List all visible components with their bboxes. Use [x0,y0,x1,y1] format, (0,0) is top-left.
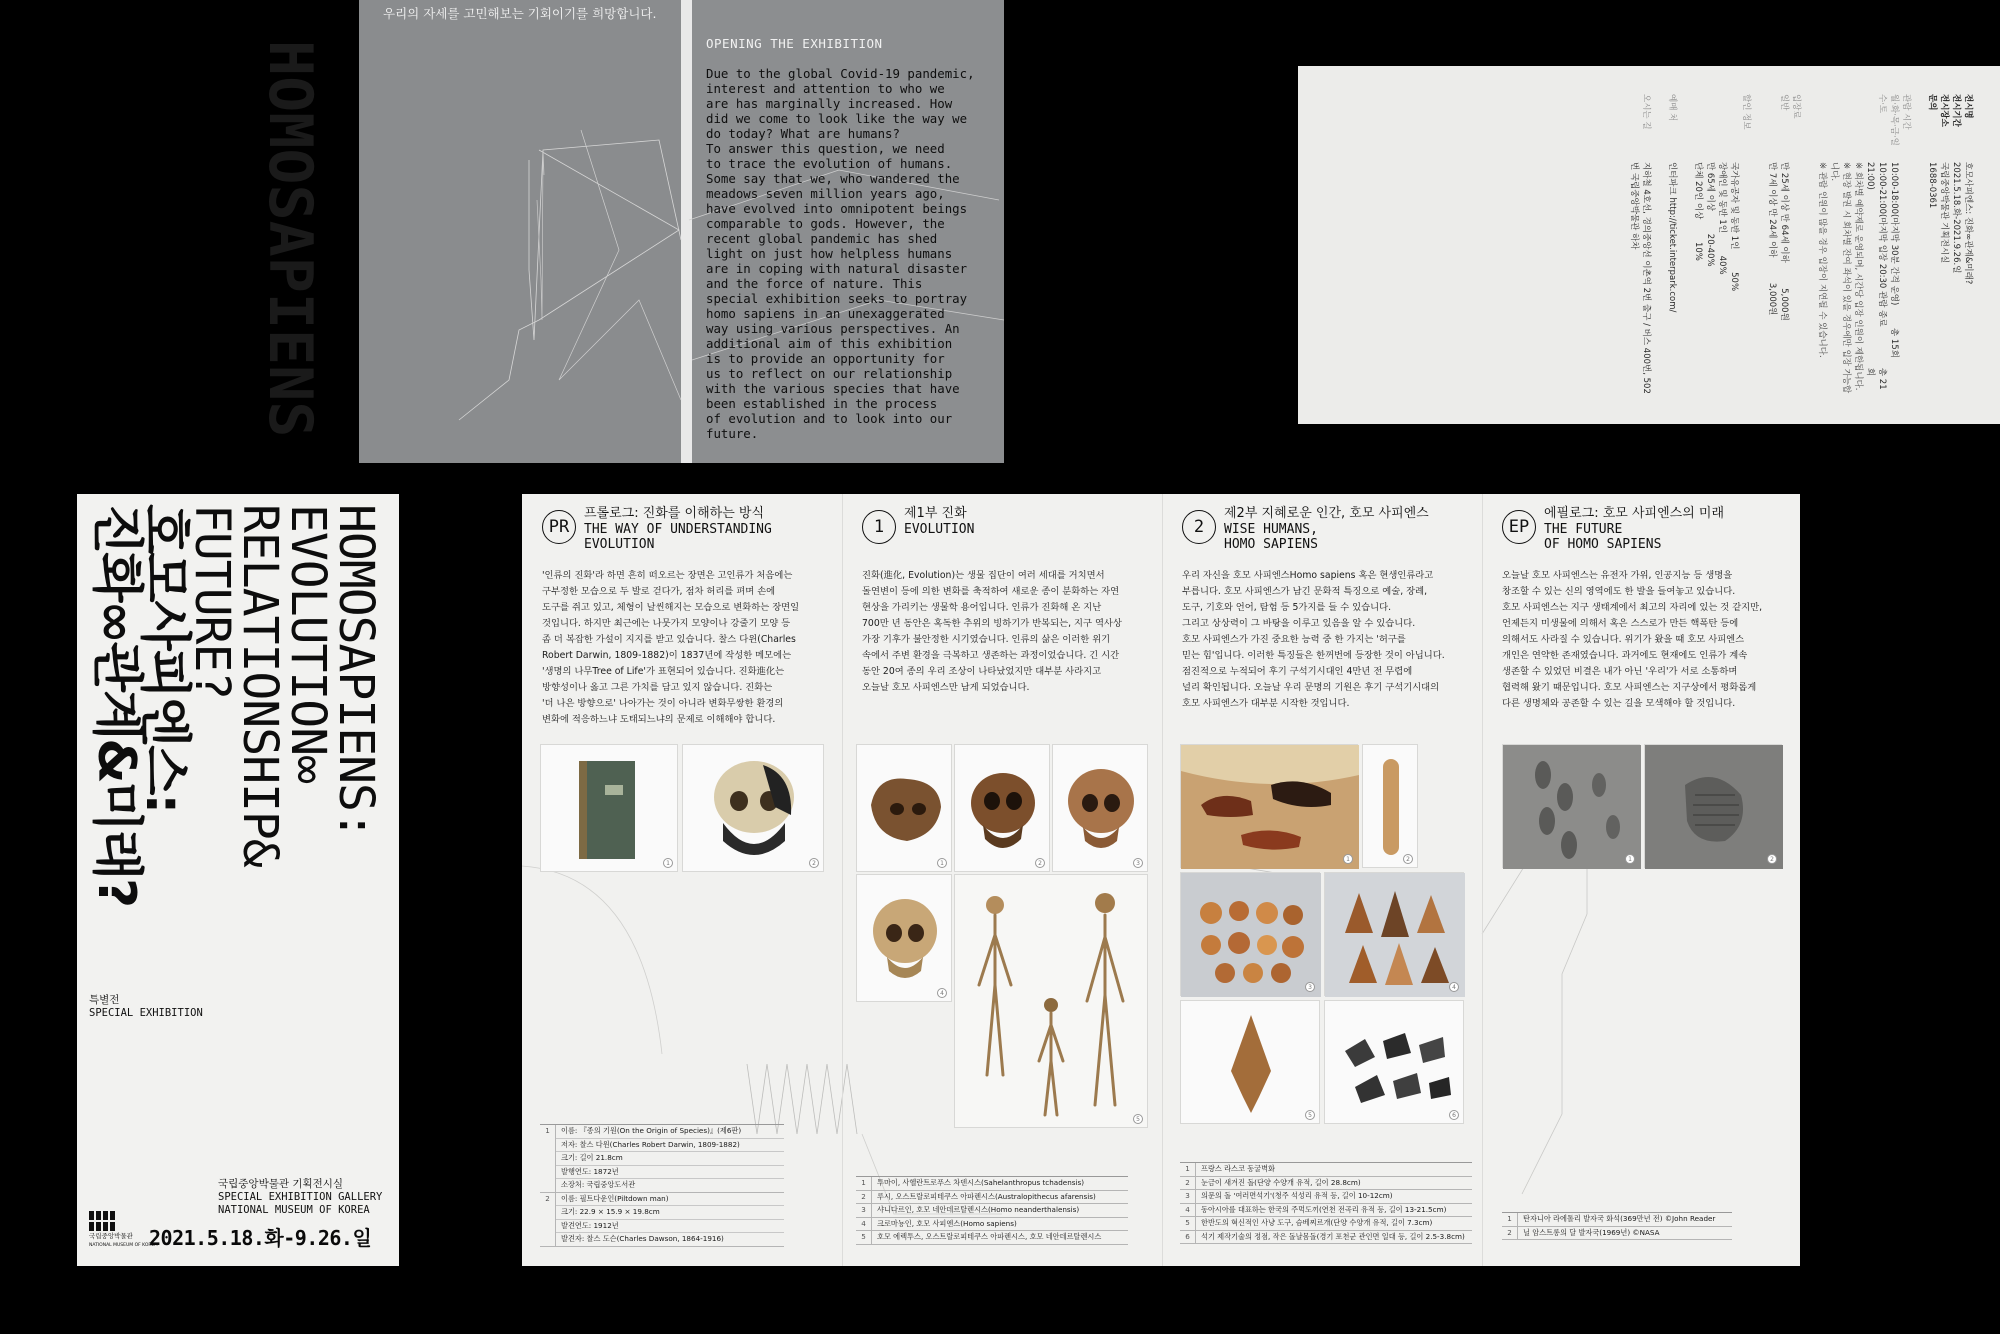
location-text: 지하철 4호선, 경의중앙선 이촌역 2번 출구 / 버스 400번, 502번 국립중앙박물관 하차 [1629,162,1651,394]
section-title-kr: 제1부 진화 [904,506,967,521]
section-header [1502,506,1724,553]
leaflet-spread [522,494,1800,1266]
venue-en: SPECIAL EXHIBITION GALLERY [218,1191,383,1203]
caption-text: 닐 암스트롱의 달 발자국(1969년) ©NASA [1523,1227,1660,1237]
caption-table [1502,1212,1732,1240]
hours-day: 월·화·목·금·일 [1889,94,1899,146]
section-title-en: HOMO SAPIENS [1224,537,1318,552]
caption-num: 5 [1180,1217,1196,1230]
poster-venue [218,1178,382,1217]
section-evolution [842,494,1162,1266]
photo-lucy-skull: 2 [954,744,1050,872]
section-prologue [522,494,842,1266]
admission-price: 3,000원 [1767,282,1777,316]
section-badge: 2 [1182,510,1216,544]
location-label: 오시는 길 [1641,94,1651,130]
opening-heading: OPENING THE EXHIBITION [706,36,883,51]
section-badge: PR [542,510,576,544]
opening-panel [255,0,1004,463]
caption-text: 동아시아를 대표하는 한국의 주먹도끼(연천 전곡리 유적 등, 길이 13-21.5cm) [1201,1204,1447,1214]
info-label: 전시장소 [1939,94,1949,127]
caption-text: 크로마뇽인, 호모 사피엔스(Homo sapiens) [877,1218,1017,1228]
section-badge: 1 [862,510,896,544]
section-title-en: THE WAY OF UNDERSTANDING [584,521,772,537]
poster-title-line-kr: 호모사피엔스: [134,504,194,813]
section-title-kr: 에필로그: 호모 사피엔스의 미래 [1544,506,1725,521]
hours-day: 수·토 [1877,94,1887,114]
caption-num: 3 [856,1204,872,1217]
photo-shanidar-skull: 3 [1052,744,1148,872]
hours-note-text: ※ 현장 발권 시 회차별 잔여 좌석이 있을 경우에만 입장 가능합니다. [1829,162,1851,394]
caption-text: 발견자: 찰스 도슨(Charles Dawson, 1864-1916) [561,1234,724,1243]
admission-type: 일반 [1779,94,1789,111]
special-kr: 특별전 [89,994,120,1006]
caption-text: 호모 에렉투스, 오스트랄로피테쿠스 아파렌시스, 호모 네안데르탈렌시스 [877,1232,1102,1241]
discount-rate: 20-40% [1705,233,1715,267]
info-location [1628,94,1652,396]
caption-text: 이름: 필트다운인(Piltdown man) [561,1193,669,1203]
hours-time: 10:00-18:00(마지막 30분 간격 운영) [1889,162,1899,306]
caption-num: 1 [856,1177,872,1190]
admission-detail: 만 7세 이상 만 24세 이하 [1767,162,1777,258]
caption-num: 2 [856,1191,872,1204]
section-header [862,506,974,544]
photo-laetoli-footprints: 1 [1502,744,1640,868]
section-title-en: WISE HUMANS, [1224,521,1318,537]
section-title-en: EVOLUTION [584,537,655,552]
section-body: 오늘날 호모 사피엔스는 유전자 가위, 인공지능 등 생명을 창조할 수 있는 신의 영역에도 한 발을 들여놓고 있습니다. 호모 사피엔스는 지구 생태계에서 최고의 자리에 있는 것 같지만, 언제든지 미생물에 의해서 혹은 스스로가 만든 핵폭탄 등에 의해서도 사라질 수 있습니다. 위기가 왔을 때 호모 사피엔스 개인은 연약한 존재였습니다. 과거에도 현재에도 인류가 계속 생존할 수 있었던 비결은 내가 아닌 '우리'가 서로 소통하며 협력해 왔기 때문입니다. 호모 사피엔스는 지구상에서 평화롭게 다른 생명체와 공존할 수 있는 길을 모색해야 할 것입니다. [1502,570,1763,709]
poster-title-line: FUTURE? [184,504,240,700]
caption-text: 크기: 22.9 × 15.9 × 19.8cm [561,1207,660,1216]
booking-link[interactable]: 인터파크 http://ticket.interpark.com/ [1667,162,1677,313]
poster-title-line-kr: 진화∞관계&미래? [86,504,146,907]
admission-label: 입장료 [1791,94,1801,119]
admission-type [1766,94,1778,152]
caption-num: 1 [540,1125,556,1192]
section-body: 진화(進化, Evolution)는 생물 집단이 여러 세대를 거치면서 돌연변이 등에 의한 변화를 축적하여 새로운 종이 분화하는 자연 현상을 가리키는 생물학 용어입니다. 인류가 진화해 온 지난 700만 년 동안은 혹독한 추위의 빙하기가 반복되는, 지구 역사상 가장 기후가 불안정한 시기였습니다. 인류의 삶은 이러한 위기 속에서 주변 환경을 극복하고 생존하는 과정이었습니다. 긴 시간 동안 20여 종의 우리 조상이 나타났었지만 대부분 사라지고 오늘날 호모 사피엔스만 남게 되었습니다. [862,570,1122,693]
caption-text: 저자: 찰스 다윈(Charles Robert Darwin, 1809-1882) [561,1139,740,1149]
photo-origin-of-species-book: 1 [540,744,678,872]
caption-text: 크기: 길이 21.8cm [561,1153,623,1162]
hours-time: 10:00-21:00(마지막 입장 20:30 관람 종료 21:00) [1865,162,1887,327]
admission-price: 5,000원 [1779,288,1789,321]
photo-polyhedral-stones: 3 [1180,872,1320,996]
discount-item: 장애인 및 동반 1인 [1717,162,1727,233]
info-admission [1766,94,1802,396]
hours-note-text: ※ 관람 인원이 많을 경우 입장이 지연될 수 있습니다. [1817,162,1827,358]
photo-tanged-point: 5 [1180,1000,1320,1124]
caption-text: 눈금이 새겨진 돌(단양 수양개 유적, 길이 28.8cm) [1201,1177,1361,1187]
booking-label: 예매 처 [1667,94,1677,122]
info-label: 전시명 [1963,94,1973,119]
photo-hominin-skeletons: 5 [954,874,1148,1128]
museum-logo-icon [89,1211,115,1231]
caption-text: 의문의 돌 '여러면석기'(청주 석성리 유적 등, 길이 10-12cm) [1201,1191,1393,1200]
section-body: 우리 자신을 호모 사피엔스Homo sapiens 혹은 현생인류라고 부릅니다. 호모 사피엔스가 남긴 문화적 특징으로 예술, 장례, 도구, 기호와 언어, 탐험 등 5가지를 들 수 있습니다. 그리고 상상력이 그 바탕을 이루고 있음을 알 수 있습니다. 호모 사피엔스가 가진 중요한 능력 중 한 가지는 '허구를 믿는 힘'입니다. 이러한 특징들은 한꺼번에 등장한 것이 아닙니다. 점진적으로 누적되어 후기 구석기시대인 4만년 전 무렵에 널리 확인됩니다. 오늘날 우리 문명의 기원은 후기 구석기시대의 호모 사피엔스가 대부분 시작한 것입니다. [1182,570,1445,709]
caption-text: 발행연도: 1872년 [561,1166,619,1176]
info-hours [1816,94,1912,396]
info-value: 호모사피엔스: 진화∞관계&미래? [1963,162,1973,285]
venue-en: NATIONAL MUSEUM OF KOREA [218,1204,370,1216]
section-title-kr: 제2부 지혜로운 인간, 호모 사피엔스 [1224,506,1429,521]
info-label: 문의 [1927,94,1937,111]
discount-rate: 10% [1693,241,1703,261]
caption-text: 프랑스 라스코 동굴벽화 [1201,1164,1276,1173]
caption-text: 발견연도: 1912년 [561,1220,619,1230]
info-basic [1926,94,1974,396]
discount-item: 단체 20인 이상 [1693,162,1703,220]
section-title-en: THE FUTURE [1544,521,1623,537]
section-epilogue [1482,494,1800,1266]
info-value: 국립중앙박물관 기획전시실 [1939,162,1949,264]
section-title-en: OF HOMO SAPIENS [1544,537,1662,552]
opening-tagline: 우리의 자세를 고민해보는 기회이기를 희망합니다. [383,6,657,21]
caption-num: 4 [856,1218,872,1231]
caption-text: 샤니다르인, 호모 네안데르탈렌시스(Homo neanderthalensis) [877,1205,1080,1214]
caption-text: 루시, 오스트랄로피테쿠스 아파렌시스(Australopithecus afarensis) [877,1191,1096,1201]
hours-note: 총 21회 [1865,367,1887,390]
photo-cromagnon-skull: 4 [856,874,952,1002]
poster-title-line: HOMOSAPIENS: [328,504,384,839]
section-header [1182,506,1429,553]
caption-table [856,1176,1128,1245]
info-booking [1666,94,1678,396]
section-title-kr: 프롤로그: 진화를 이해하는 방식 [584,506,765,521]
section-header [542,506,772,553]
special-exhibition-label [89,994,203,1020]
section-wise-humans [1162,494,1482,1266]
caption-text: 석기 제작기술의 정점, 작은 돌날몸돌(경기 포천군 관인면 일대 등, 길이 2.5-3.8cm) [1201,1231,1465,1241]
opening-body: Due to the global Covid-19 pandemic, interest and attention to who we are has marginally increased. How did we come to look like the way we do today? What are humans? To answer this question, we need to trace the evolution of humans. Some say that we, who wandered the meadows seven million years ago, have evolved into omnipotent beings comparable to gods. However, the recent global pandemic has shed light on just how helpless humans are in coping with natural disaster and the force of nature. This special exhibition seeks to portray homo sapiens in an unexaggerated way using various perspectives. An additional aim of this exhibition is to provide an opportunity for us to reflect on our relationship with the various species that have been established in the process of evolution and to look into our future. [706,66,975,441]
caption-text: 한반도의 혁신적인 사냥 도구, 슴베찌르개(단양 수양개 유적, 길이 7.3cm) [1201,1218,1433,1227]
caption-num: 6 [1180,1231,1196,1244]
logo-en: NATIONAL MUSEUM OF KOREA [89,1243,158,1248]
photo-lascaux-cave-painting: 1 [1180,744,1358,868]
caption-text: 탄자니아 라에톨리 발자국 화석(369만년 전) ©John Reader [1523,1214,1716,1223]
caption-num: 2 [1502,1227,1518,1240]
section-badge: EP [1502,510,1536,544]
exhibition-info-card [1298,66,2000,424]
discount-rate: 50% [1729,272,1739,292]
caption-text: 소장처: 국립중앙도서관 [561,1180,636,1189]
special-en: SPECIAL EXHIBITION [89,1007,203,1019]
caption-num: 5 [856,1231,872,1244]
caption-num: 2 [1180,1177,1196,1190]
info-label: 전시기간 [1951,94,1961,127]
museum-logo [89,1211,158,1249]
photo-toumai-skull: 1 [856,744,952,872]
hours-note-text: ※ 회차별 예약제로 운영되며, 시간당 입장 인원이 제한됩니다. [1853,162,1863,391]
discount-item: 만 65세 이상 [1705,162,1715,212]
poster-dates: 2021.5.18.화-9.26.일 [149,1226,372,1250]
caption-num: 1 [1180,1163,1196,1176]
logo-kr: 국립중앙박물관 [89,1232,133,1240]
hours-note: 총 15회 [1889,328,1899,358]
caption-text: 투마이, 사헬란트로푸스 차덴시스(Sahelanthropus tchadensis) [877,1178,1085,1187]
admission-detail: 만 25세 이상 만 64세 이하 [1779,162,1789,263]
caption-table [540,1124,784,1247]
poster-title-line: RELATIONSHIP& [232,504,288,867]
caption-num: 1 [1502,1213,1518,1226]
discount-label: 할인 정보 [1741,94,1751,130]
exhibition-poster [77,494,399,1266]
photo-microblade-cores: 6 [1324,1000,1464,1124]
caption-num: 2 [540,1193,556,1246]
hours-label: 관람 시간 [1901,94,1911,130]
discount-item: 국가유공자 및 동반 1인 [1729,162,1739,250]
photo-moon-footprint: 2 [1644,744,1782,868]
discount-rate: 40% [1717,255,1727,275]
caption-table [1180,1162,1472,1244]
section-title-en: EVOLUTION [904,521,975,537]
info-discounts [1692,94,1752,396]
info-value: 1688-0361 [1927,162,1937,209]
caption-num: 3 [1180,1190,1196,1203]
poster-title-line: EVOLUTION∞ [280,504,336,783]
caption-text: 이름: 『종의 기원(On the Origin of Species)』(제6판) [561,1126,742,1135]
section-body: '인류의 진화'라 하면 흔히 떠오르는 장면은 고인류가 처음에는 구부정한 모습으로 두 발로 걷다가, 점차 허리를 펴며 손에 도구를 쥐고 있고, 체형이 날씬해지는 모습으로 변화하는 장면일 것입니다. 하지만 최근에는 나뭇가지 모양이나 강줄기 모양 등 좀 더 복잡한 가설이 지지를 받고 있습니다. 찰스 다윈(Charles Robert Darwin, 1809-1882)이 1837년에 작성한 메모에는 '생명의 나무Tree of Life'가 표현되어 있습니다. 진화進化는 방향성이나 옳고 그른 가치를 담고 있지 않습니다. 진화는 '더 나은 방향으로' 나아가는 것이 아니라 변화무쌍한 환경의 변화에 적응하느냐 도태되느냐의 문제로 이해해야 합니다. [542,570,800,725]
poster-title-fragment: HOMOSAPIENS [255,40,325,438]
venue-kr: 국립중앙박물관 기획전시실 [218,1178,344,1190]
photo-piltdown-skull: 2 [682,744,824,872]
photo-hand-axes: 4 [1324,872,1464,996]
poster-vertical-title [86,504,384,907]
photo-engraved-stone: 2 [1362,744,1418,868]
info-value: 2021.5.18.화-2021.9.26.일 [1951,162,1961,274]
caption-num: 4 [1180,1204,1196,1217]
